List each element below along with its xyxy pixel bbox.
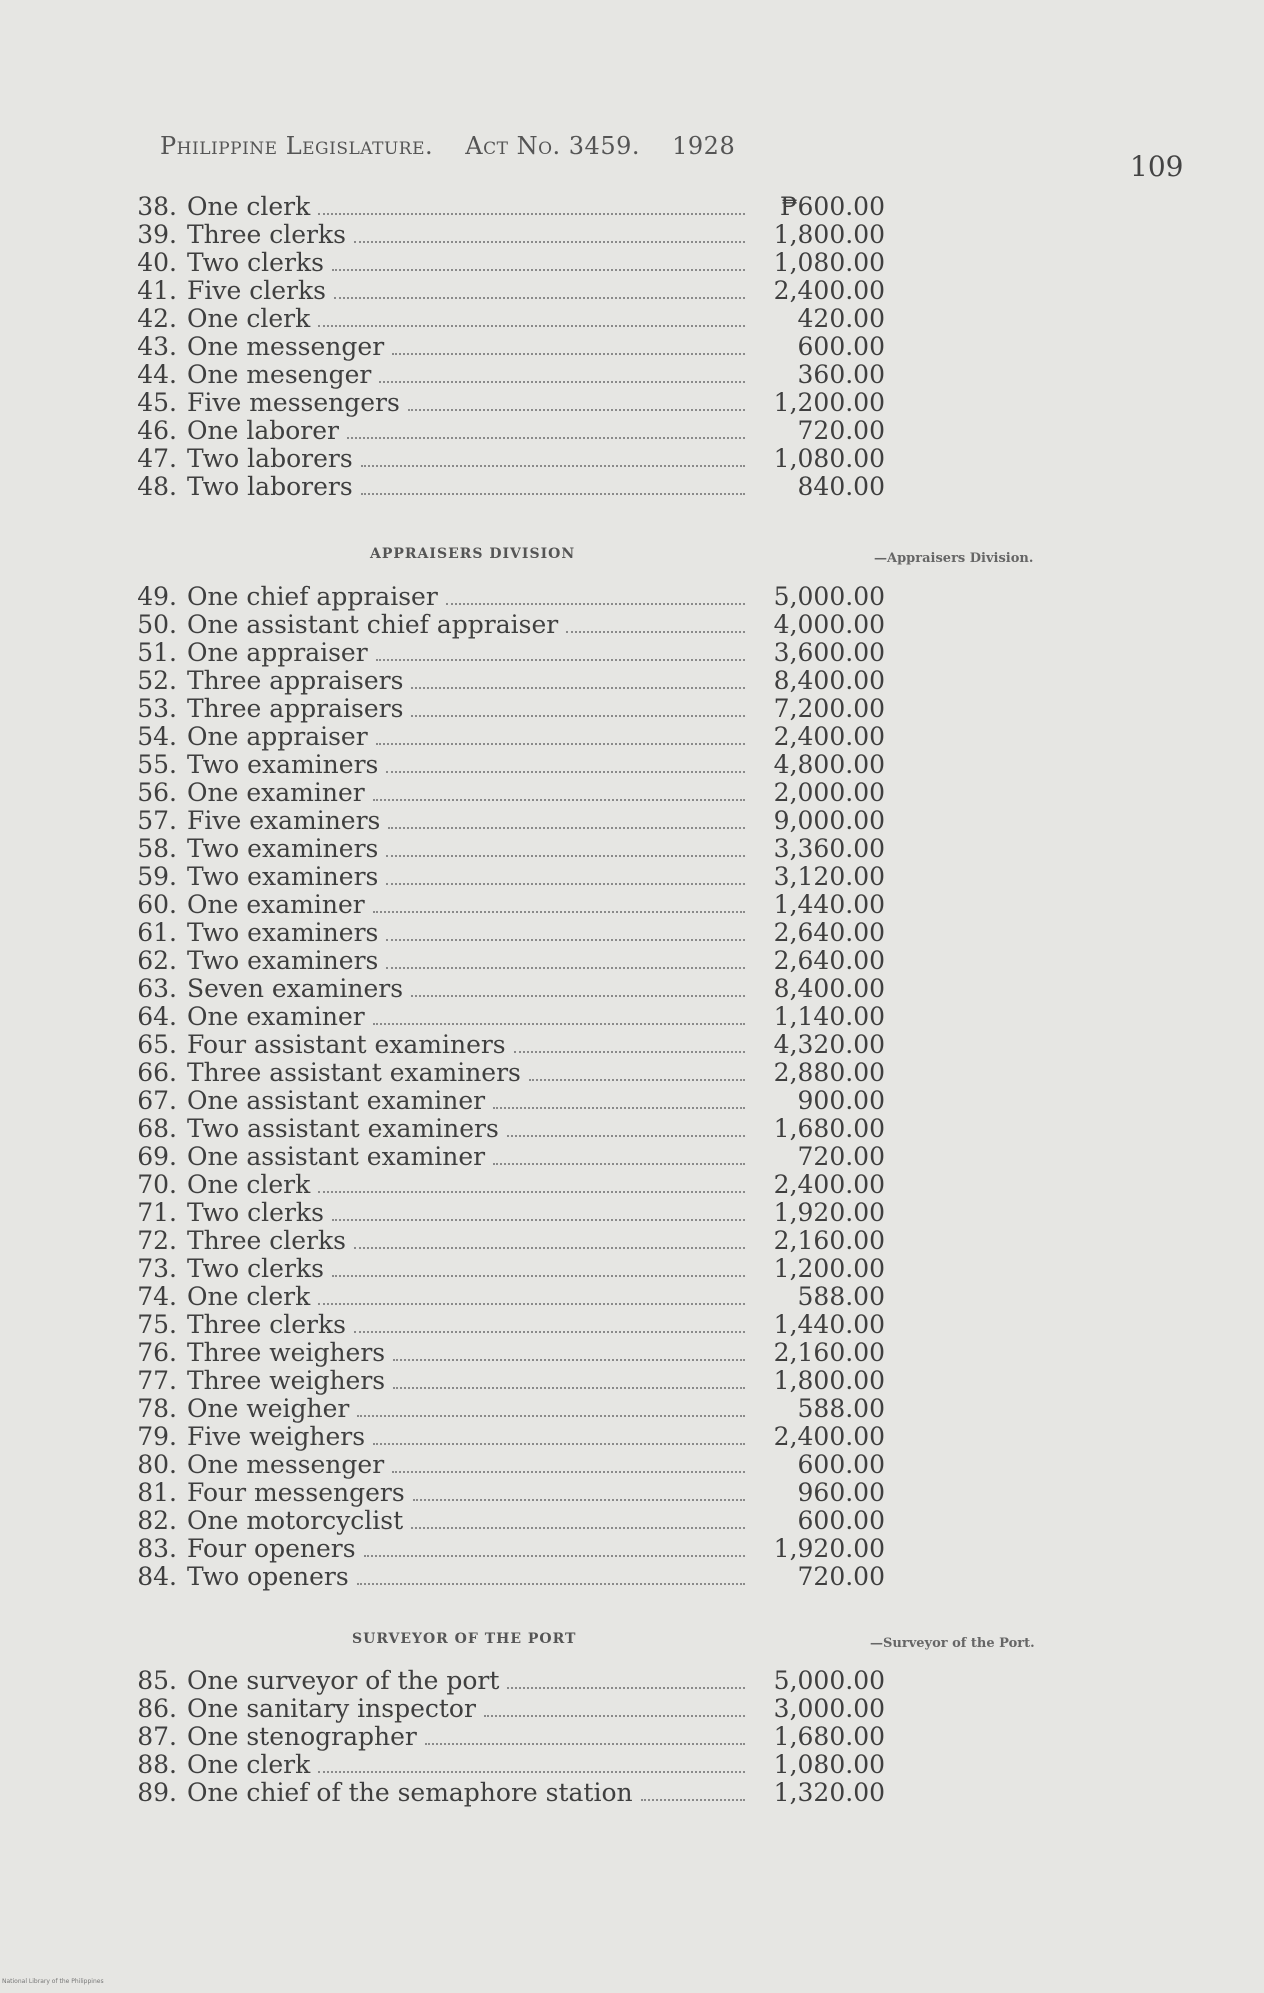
item-amount: 720.00 <box>797 416 885 445</box>
item-amount: 3,000.00 <box>773 1694 885 1723</box>
table-row <box>125 751 885 779</box>
table-row <box>125 1779 885 1807</box>
item-number: 73. <box>137 1254 177 1283</box>
dot-leader <box>347 437 745 439</box>
item-amount: 8,400.00 <box>773 666 885 695</box>
item-number: 66. <box>137 1058 177 1087</box>
item-amount: 5,000.00 <box>773 1666 885 1695</box>
item-number: 55. <box>137 750 177 779</box>
table-row <box>125 1367 885 1395</box>
item-amount: 1,080.00 <box>773 248 885 277</box>
item-amount: 600.00 <box>797 1506 885 1535</box>
item-amount: 2,400.00 <box>773 276 885 305</box>
item-number: 85. <box>137 1666 177 1695</box>
table-row <box>125 807 885 835</box>
item-description: One assistant chief appraiser <box>187 610 559 639</box>
item-description: One motorcyclist <box>187 1506 404 1535</box>
table-row <box>125 583 885 611</box>
dot-leader <box>386 967 745 969</box>
item-amount: 588.00 <box>797 1282 885 1311</box>
item-amount: 2,640.00 <box>773 918 885 947</box>
item-number: 77. <box>137 1366 177 1395</box>
dot-leader <box>354 241 745 243</box>
table-row <box>125 1143 885 1171</box>
item-number: 86. <box>137 1694 177 1723</box>
dot-leader <box>373 1023 745 1025</box>
item-description: Four messengers <box>187 1478 405 1507</box>
item-number: 74. <box>137 1282 177 1311</box>
dot-leader <box>493 1107 745 1109</box>
dot-leader <box>446 603 745 605</box>
dot-leader <box>318 325 745 327</box>
dot-leader <box>373 911 745 913</box>
item-amount: 420.00 <box>797 304 885 333</box>
item-description: Two clerks <box>187 248 324 277</box>
dot-leader <box>507 1135 745 1137</box>
item-description: Two examiners <box>187 946 379 975</box>
item-amount: 2,640.00 <box>773 946 885 975</box>
table-row <box>125 1227 885 1255</box>
table-row <box>125 1563 885 1591</box>
item-description: Two openers <box>187 1562 349 1591</box>
item-amount: 2,000.00 <box>773 778 885 807</box>
dot-leader <box>376 743 745 745</box>
item-number: 62. <box>137 946 177 975</box>
table-row <box>125 1115 885 1143</box>
item-description: One clerk <box>187 192 311 221</box>
table-row <box>125 445 885 473</box>
item-amount: 1,680.00 <box>773 1114 885 1143</box>
salary-list-surveyor <box>125 1667 885 1807</box>
item-number: 75. <box>137 1310 177 1339</box>
item-description: Three appraisers <box>187 666 404 695</box>
item-description: Five weighers <box>187 1422 366 1451</box>
dot-leader <box>376 659 745 661</box>
item-description: One surveyor of the port <box>187 1666 500 1695</box>
table-row <box>125 1479 885 1507</box>
table-row <box>125 975 885 1003</box>
item-amount: 900.00 <box>797 1086 885 1115</box>
item-description: One appraiser <box>187 638 368 667</box>
header-act: Act No. 3459. <box>465 132 640 160</box>
dot-leader <box>411 995 745 997</box>
header-year: 1928 <box>672 132 736 160</box>
item-number: 41. <box>137 276 177 305</box>
item-description: Two examiners <box>187 750 379 779</box>
dot-leader <box>392 1471 745 1473</box>
item-description: One laborer <box>187 416 339 445</box>
dot-leader <box>425 1743 745 1745</box>
item-description: One clerk <box>187 1282 311 1311</box>
dot-leader <box>373 799 745 801</box>
table-row <box>125 361 885 389</box>
item-amount: 588.00 <box>797 1394 885 1423</box>
item-number: 44. <box>137 360 177 389</box>
dot-leader <box>354 1247 745 1249</box>
item-description: Three appraisers <box>187 694 404 723</box>
item-description: Three weighers <box>187 1338 386 1367</box>
dot-leader <box>364 1555 745 1557</box>
item-description: One assistant examiner <box>187 1142 486 1171</box>
dot-leader <box>318 1303 745 1305</box>
dot-leader <box>332 1275 745 1277</box>
table-row <box>125 779 885 807</box>
dot-leader <box>408 409 745 411</box>
dot-leader <box>393 1359 745 1361</box>
dot-leader <box>411 687 745 689</box>
table-row <box>125 1199 885 1227</box>
item-number: 64. <box>137 1002 177 1031</box>
item-amount: 2,400.00 <box>773 1422 885 1451</box>
item-amount: 1,800.00 <box>773 1366 885 1395</box>
table-row <box>125 1423 885 1451</box>
item-number: 69. <box>137 1142 177 1171</box>
item-amount: 2,160.00 <box>773 1338 885 1367</box>
item-number: 38. <box>137 192 177 221</box>
dot-leader <box>411 715 745 717</box>
table-row <box>125 1003 885 1031</box>
table-row <box>125 919 885 947</box>
table-row <box>125 695 885 723</box>
item-description: One examiner <box>187 1002 365 1031</box>
item-amount: 1,140.00 <box>773 1002 885 1031</box>
item-amount: 3,360.00 <box>773 834 885 863</box>
item-number: 40. <box>137 248 177 277</box>
item-description: Two examiners <box>187 834 379 863</box>
item-amount: 5,000.00 <box>773 582 885 611</box>
table-row <box>125 1339 885 1367</box>
item-amount: 840.00 <box>797 472 885 501</box>
item-number: 67. <box>137 1086 177 1115</box>
item-description: Five messengers <box>187 388 400 417</box>
dot-leader <box>318 1191 745 1193</box>
margin-note-appraisers: —Appraisers Division. <box>874 551 1034 566</box>
item-number: 84. <box>137 1562 177 1591</box>
item-amount: 3,600.00 <box>773 638 885 667</box>
item-description: One clerk <box>187 1750 311 1779</box>
table-row <box>125 1451 885 1479</box>
item-amount: 1,680.00 <box>773 1722 885 1751</box>
item-amount: 2,400.00 <box>773 1170 885 1199</box>
dot-leader <box>529 1079 745 1081</box>
item-description: Three clerks <box>187 1226 346 1255</box>
table-row <box>125 1059 885 1087</box>
item-number: 88. <box>137 1750 177 1779</box>
dot-leader <box>357 1415 745 1417</box>
item-amount: 2,400.00 <box>773 722 885 751</box>
item-description: One sanitary inspector <box>187 1694 476 1723</box>
dot-leader <box>386 939 745 941</box>
table-row <box>125 947 885 975</box>
item-amount: 1,920.00 <box>773 1198 885 1227</box>
item-number: 71. <box>137 1198 177 1227</box>
item-number: 78. <box>137 1394 177 1423</box>
item-number: 63. <box>137 974 177 1003</box>
table-row <box>125 1087 885 1115</box>
dot-leader <box>393 1387 745 1389</box>
running-header <box>160 132 759 160</box>
dot-leader <box>332 269 745 271</box>
item-description: Two clerks <box>187 1254 324 1283</box>
item-amount: 600.00 <box>797 1450 885 1479</box>
item-amount: 2,880.00 <box>773 1058 885 1087</box>
item-amount: 1,200.00 <box>773 1254 885 1283</box>
dot-leader <box>411 1527 745 1529</box>
item-number: 60. <box>137 890 177 919</box>
item-amount: 4,800.00 <box>773 750 885 779</box>
item-number: 82. <box>137 1506 177 1535</box>
item-number: 47. <box>137 444 177 473</box>
item-number: 43. <box>137 332 177 361</box>
dot-leader <box>392 353 745 355</box>
dot-leader <box>484 1715 745 1717</box>
item-description: Five clerks <box>187 276 326 305</box>
item-number: 76. <box>137 1338 177 1367</box>
item-amount: 1,200.00 <box>773 388 885 417</box>
table-row <box>125 1723 885 1751</box>
item-amount: 1,440.00 <box>773 890 885 919</box>
item-description: Three clerks <box>187 220 346 249</box>
dot-leader <box>388 827 745 829</box>
item-description: Five examiners <box>187 806 381 835</box>
section-heading-surveyor: SURVEYOR OF THE PORT <box>352 1631 577 1647</box>
item-amount: 1,800.00 <box>773 220 885 249</box>
item-description: Two laborers <box>187 472 353 501</box>
item-number: 65. <box>137 1030 177 1059</box>
item-number: 83. <box>137 1534 177 1563</box>
item-amount: 960.00 <box>797 1478 885 1507</box>
item-amount: 3,120.00 <box>773 862 885 891</box>
item-number: 54. <box>137 722 177 751</box>
item-description: One messenger <box>187 1450 385 1479</box>
item-description: One stenographer <box>187 1722 417 1751</box>
item-number: 80. <box>137 1450 177 1479</box>
item-amount: 4,000.00 <box>773 610 885 639</box>
item-description: One examiner <box>187 890 365 919</box>
item-description: Three clerks <box>187 1310 346 1339</box>
item-number: 50. <box>137 610 177 639</box>
salary-list-appraisers <box>125 583 885 1591</box>
table-row <box>125 1283 885 1311</box>
item-number: 42. <box>137 304 177 333</box>
item-amount: ₱600.00 <box>779 192 885 221</box>
table-row <box>125 1535 885 1563</box>
dot-leader <box>641 1799 745 1801</box>
table-row <box>125 723 885 751</box>
table-row <box>125 667 885 695</box>
item-number: 46. <box>137 416 177 445</box>
item-number: 57. <box>137 806 177 835</box>
item-description: Seven examiners <box>187 974 404 1003</box>
table-row <box>125 1031 885 1059</box>
table-row <box>125 417 885 445</box>
item-number: 48. <box>137 472 177 501</box>
item-amount: 8,400.00 <box>773 974 885 1003</box>
item-description: Three assistant examiners <box>187 1058 521 1087</box>
table-row <box>125 333 885 361</box>
table-row <box>125 193 885 221</box>
table-row <box>125 611 885 639</box>
salary-list-general <box>125 193 885 501</box>
item-description: Two examiners <box>187 862 379 891</box>
item-number: 72. <box>137 1226 177 1255</box>
table-row <box>125 1507 885 1535</box>
item-number: 51. <box>137 638 177 667</box>
dot-leader <box>318 213 745 215</box>
table-row <box>125 1667 885 1695</box>
item-amount: 360.00 <box>797 360 885 389</box>
table-row <box>125 277 885 305</box>
item-number: 58. <box>137 834 177 863</box>
table-row <box>125 221 885 249</box>
item-description: One chief appraiser <box>187 582 438 611</box>
dot-leader <box>413 1499 745 1501</box>
dot-leader <box>386 855 745 857</box>
item-description: Three weighers <box>187 1366 386 1395</box>
item-amount: 600.00 <box>797 332 885 361</box>
item-number: 39. <box>137 220 177 249</box>
item-amount: 4,320.00 <box>773 1030 885 1059</box>
item-description: One mesenger <box>187 360 372 389</box>
dot-leader <box>566 631 745 633</box>
item-number: 52. <box>137 666 177 695</box>
item-amount: 1,920.00 <box>773 1534 885 1563</box>
item-description: One weigher <box>187 1394 350 1423</box>
dot-leader <box>386 771 745 773</box>
item-number: 68. <box>137 1114 177 1143</box>
item-description: Two assistant examiners <box>187 1114 499 1143</box>
item-number: 61. <box>137 918 177 947</box>
table-row <box>125 1751 885 1779</box>
dot-leader <box>507 1687 745 1689</box>
item-description: One clerk <box>187 1170 311 1199</box>
table-row <box>125 863 885 891</box>
dot-leader <box>379 381 745 383</box>
item-number: 56. <box>137 778 177 807</box>
item-number: 45. <box>137 388 177 417</box>
dot-leader <box>361 465 745 467</box>
item-number: 49. <box>137 582 177 611</box>
item-number: 89. <box>137 1778 177 1807</box>
item-number: 70. <box>137 1170 177 1199</box>
item-amount: 2,160.00 <box>773 1226 885 1255</box>
dot-leader <box>361 493 745 495</box>
table-row <box>125 1395 885 1423</box>
item-description: One assistant examiner <box>187 1086 486 1115</box>
table-row <box>125 1311 885 1339</box>
item-amount: 720.00 <box>797 1562 885 1591</box>
section-heading-appraisers: APPRAISERS DIVISION <box>370 546 576 562</box>
item-description: One clerk <box>187 304 311 333</box>
table-row <box>125 1695 885 1723</box>
table-row <box>125 305 885 333</box>
dot-leader <box>386 883 745 885</box>
item-amount: 1,440.00 <box>773 1310 885 1339</box>
table-row <box>125 473 885 501</box>
item-description: One messenger <box>187 332 385 361</box>
margin-note-surveyor: —Surveyor of the Port. <box>870 1636 1035 1651</box>
item-amount: 9,000.00 <box>773 806 885 835</box>
item-amount: 7,200.00 <box>773 694 885 723</box>
item-description: One chief of the semaphore station <box>187 1778 633 1807</box>
table-row <box>125 891 885 919</box>
item-description: Two laborers <box>187 444 353 473</box>
item-number: 59. <box>137 862 177 891</box>
item-amount: 1,080.00 <box>773 1750 885 1779</box>
item-description: One examiner <box>187 778 365 807</box>
item-number: 53. <box>137 694 177 723</box>
table-row <box>125 389 885 417</box>
item-description: Four openers <box>187 1534 356 1563</box>
item-number: 87. <box>137 1722 177 1751</box>
item-amount: 1,080.00 <box>773 444 885 473</box>
dot-leader <box>332 1219 745 1221</box>
item-number: 79. <box>137 1422 177 1451</box>
item-description: Two clerks <box>187 1198 324 1227</box>
table-row <box>125 249 885 277</box>
dot-leader <box>334 297 745 299</box>
footer-source: National Library of the Philippines <box>2 1978 104 1985</box>
item-description: Four assistant examiners <box>187 1030 506 1059</box>
item-number: 81. <box>137 1478 177 1507</box>
dot-leader <box>373 1443 745 1445</box>
table-row <box>125 835 885 863</box>
table-row <box>125 639 885 667</box>
page-number: 109 <box>1130 150 1184 183</box>
dot-leader <box>514 1051 745 1053</box>
header-title: Philippine Legislature. <box>160 132 434 160</box>
table-row <box>125 1171 885 1199</box>
item-description: One appraiser <box>187 722 368 751</box>
item-amount: 1,320.00 <box>773 1778 885 1807</box>
dot-leader <box>354 1331 745 1333</box>
table-row <box>125 1255 885 1283</box>
dot-leader <box>357 1583 745 1585</box>
item-amount: 720.00 <box>797 1142 885 1171</box>
dot-leader <box>493 1163 745 1165</box>
dot-leader <box>318 1771 745 1773</box>
item-description: Two examiners <box>187 918 379 947</box>
